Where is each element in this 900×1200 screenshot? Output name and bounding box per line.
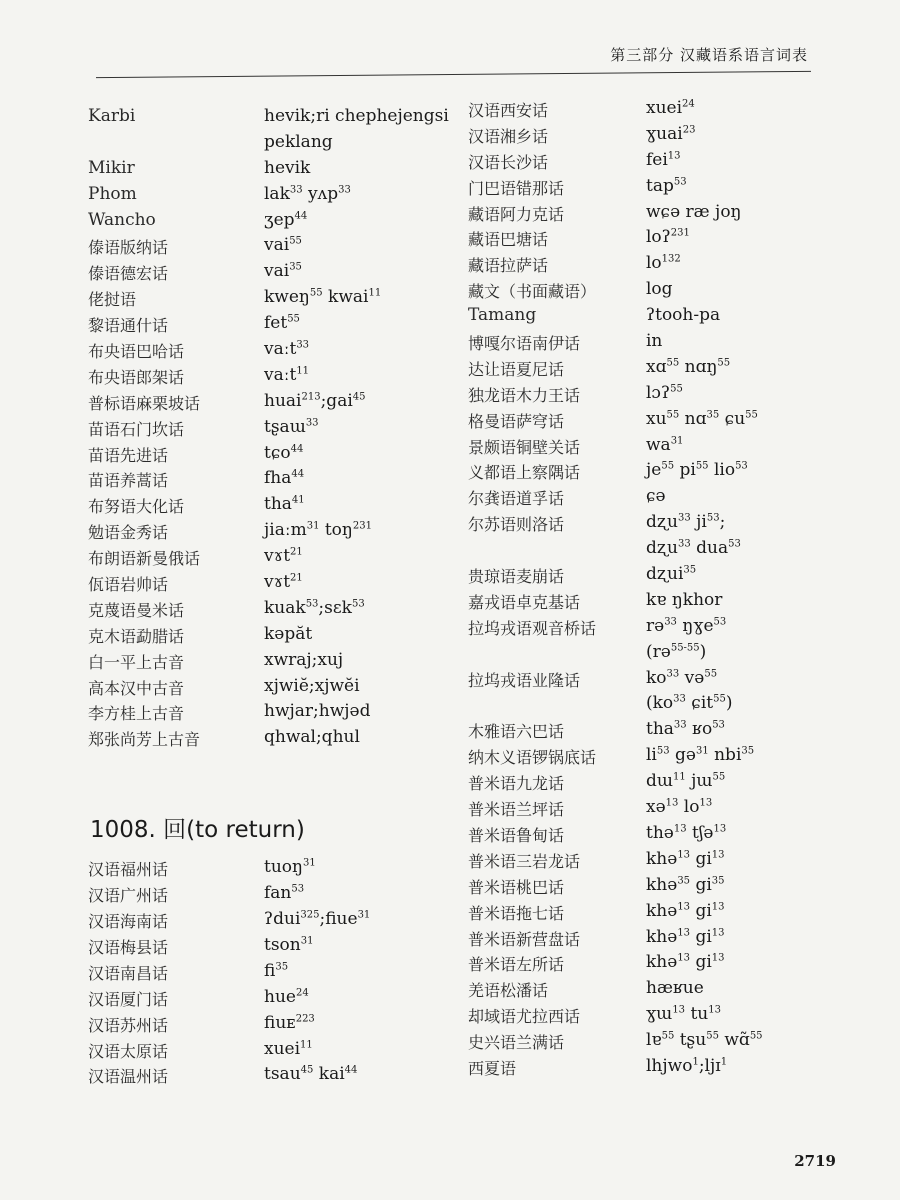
language-name: 普米语拖七话	[468, 903, 565, 923]
word-form: tha$^{33}$ ʁo$^{53}$	[646, 719, 725, 740]
word-form: tsau$^{45}$ kai$^{44}$	[264, 1064, 358, 1085]
word-form: vaːt$^{11}$	[264, 364, 310, 385]
language-name: 汉语海南话	[88, 912, 169, 932]
word-form: wɕə ræ joŋ	[646, 201, 742, 222]
entry-row	[468, 952, 868, 978]
word-form: tson$^{31}$	[264, 934, 314, 955]
right-column	[468, 98, 868, 1082]
language-name: 木雅语六巴话	[468, 722, 565, 742]
language-name: 普米语鲁甸话	[468, 825, 565, 845]
entry-row	[468, 409, 868, 435]
word-form: fiuᴇ$^{223}$	[264, 1012, 315, 1033]
word-form: khə$^{13}$ $gi^{13}$	[646, 900, 725, 921]
word-form: peklang	[264, 131, 333, 152]
entry-row	[88, 572, 448, 598]
entry-row	[88, 909, 448, 935]
word-form: $ko^{33}$ və$^{55}$	[646, 667, 718, 688]
language-name: 佤语岩帅话	[88, 575, 169, 595]
language-name: 普标语麻栗坡话	[88, 393, 201, 413]
language-name: 拉坞戎语业隆话	[468, 670, 581, 690]
header-rule	[96, 71, 811, 78]
entry-row	[88, 1013, 448, 1039]
entry-row	[468, 383, 868, 409]
word-form: khə$^{13}$ $gi^{13}$	[646, 952, 725, 973]
entry-row	[468, 978, 868, 1004]
entry-row	[88, 857, 448, 883]
language-name: 藏语巴塘话	[468, 230, 549, 250]
entry-row	[468, 797, 868, 823]
language-name: 藏语拉萨话	[468, 256, 549, 276]
language-name: 高本汉中古音	[88, 678, 185, 698]
word-form: kuak$^{53}$;sɛk$^{53}$	[264, 597, 365, 618]
word-form: $je^{55}$ $pi^{55}$ lio$^{53}$	[646, 460, 748, 481]
word-form: ɕə	[646, 486, 666, 507]
entry-row	[88, 132, 448, 158]
entry-row	[88, 443, 448, 469]
word-form: huai$^{213}$;gai$^{45}$	[264, 390, 366, 411]
language-name: 汉语梅县话	[88, 937, 169, 957]
entry-row	[88, 468, 448, 494]
entry-row	[468, 202, 868, 228]
entry-row	[88, 520, 448, 546]
word-form: vai$^{35}$	[264, 261, 302, 282]
language-name: 郑张尚芳上古音	[88, 730, 201, 750]
right-entry-list	[468, 98, 868, 1082]
word-form: xɑ$^{55}$ nɑŋ$^{55}$	[646, 356, 731, 377]
language-name: 普米语九龙话	[468, 774, 565, 794]
language-name: 普米语新营盘话	[468, 929, 581, 949]
entry-row	[88, 261, 448, 287]
word-form: (rə$^{55-55}$)	[646, 641, 707, 662]
word-form: xuei$^{24}$	[646, 98, 695, 118]
word-form: loʔ$^{231}$	[646, 227, 690, 248]
entry-row	[88, 650, 448, 676]
entry-row	[468, 616, 868, 642]
entry-row	[468, 331, 868, 357]
entry-row	[88, 546, 448, 572]
entry-row	[468, 253, 868, 279]
language-name: 史兴语兰满话	[468, 1033, 565, 1053]
language-name: 勉语金秀话	[88, 523, 169, 543]
word-form: dʐu$^{33}$ $ji^{53}$;	[646, 512, 726, 533]
word-form: $wa^{31}$	[646, 434, 684, 455]
entry-row	[468, 227, 868, 253]
language-name: 尔龚语道孚话	[468, 489, 565, 509]
language-name: 义都语上察隅话	[468, 463, 581, 483]
language-name: 克木语勐腊话	[88, 626, 185, 646]
word-form: fet$^{55}$	[264, 313, 300, 334]
word-form: dʐui$^{35}$	[646, 564, 697, 585]
word-form: vɤt$^{21}$	[264, 546, 303, 567]
entry-row	[88, 210, 448, 236]
word-form: ʔtooh-pa	[646, 305, 721, 326]
language-name: 苗语先进话	[88, 445, 169, 465]
entry-row	[468, 693, 868, 719]
entry-row	[468, 849, 868, 875]
entry-row	[468, 176, 868, 202]
language-name: 藏语阿力克话	[468, 204, 565, 224]
entry-row	[468, 927, 868, 953]
word-form: dɯ$^{11}$ jɯ$^{55}$	[646, 771, 726, 792]
entry-row	[88, 987, 448, 1013]
word-form: ʔdui$^{325}$;fiue$^{31}$	[264, 909, 371, 930]
language-name: 普米语桃巴话	[468, 877, 565, 897]
section-entry-list	[88, 857, 448, 1090]
word-form: khə$^{13}$ $gi^{13}$	[646, 926, 725, 947]
word-form: log	[646, 279, 673, 300]
entry-row	[88, 883, 448, 909]
entry-row	[468, 823, 868, 849]
entry-row	[88, 676, 448, 702]
word-form: vaːt$^{33}$	[264, 339, 310, 360]
entry-row	[88, 106, 448, 132]
language-name: 贵琼语麦崩话	[468, 567, 565, 587]
entry-row	[468, 590, 868, 616]
word-form: in	[646, 331, 663, 352]
entry-row	[88, 598, 448, 624]
entry-row	[468, 719, 868, 745]
language-name: 格曼语萨穹话	[468, 411, 565, 431]
entry-row	[468, 435, 868, 461]
language-name: 汉语太原话	[88, 1041, 169, 1061]
word-form: tuoŋ$^{31}$	[264, 857, 316, 878]
word-form: $xu^{55}$ nɑ$^{35}$ ɕu$^{55}$	[646, 408, 758, 429]
language-name: 苗语石门坎话	[88, 419, 185, 439]
word-form: lak$^{33}$ yʌp$^{33}$	[264, 183, 351, 204]
language-name: 汉语西安话	[468, 101, 549, 120]
language-name: 傣语德宏话	[88, 264, 169, 284]
language-name: 汉语苏州话	[88, 1015, 169, 1035]
entry-row	[468, 486, 868, 512]
entry-row	[468, 460, 868, 486]
word-form: khə$^{13}$ $gi^{13}$	[646, 848, 725, 869]
language-name: 西夏语	[468, 1058, 517, 1078]
language-name: 独龙语木力王话	[468, 385, 581, 405]
word-form: fei$^{13}$	[646, 149, 681, 170]
entry-row	[468, 771, 868, 797]
language-name: 苗语养蒿话	[88, 471, 169, 491]
entry-row	[468, 538, 868, 564]
language-name: 嘉戎语卓克基话	[468, 592, 581, 612]
language-name: 布央语巴哈话	[88, 342, 185, 362]
language-name: 布努语大化话	[88, 497, 185, 517]
word-form: tap$^{53}$	[646, 175, 687, 196]
running-header: 第三部分 汉藏语系语言词表	[610, 46, 808, 64]
word-form: rə$^{33}$ ŋɣe$^{53}$	[646, 615, 727, 636]
language-name: 景颇语铜壁关话	[468, 437, 581, 457]
entry-row	[468, 875, 868, 901]
word-form: $lo^{132}$	[646, 253, 681, 274]
entry-row	[468, 512, 868, 538]
word-form: kweŋ$^{55}$ kwai$^{11}$	[264, 287, 382, 308]
language-name: 佬挝语	[88, 290, 137, 310]
section-title: 1008. 回(to return)	[90, 817, 305, 844]
language-name: 汉语广州话	[88, 886, 169, 906]
word-form: tʂaɯ$^{33}$	[264, 416, 319, 437]
word-form: hevik;ri chephejengsi	[264, 106, 449, 126]
language-name: 克蔑语曼米话	[88, 600, 185, 620]
language-name: 汉语湘乡话	[468, 126, 549, 146]
entry-row	[468, 279, 868, 305]
word-form: lɐ$^{55}$ tʂu$^{55}$ wɑ̃$^{55}$	[646, 1030, 763, 1051]
word-form: kəpăt	[264, 623, 313, 644]
word-form: xuei$^{11}$	[264, 1038, 313, 1059]
entry-row	[468, 305, 868, 331]
language-name: 布央语郎架话	[88, 367, 185, 387]
language-name: 汉语厦门话	[88, 989, 169, 1009]
language-name: 普米语三岩龙话	[468, 851, 581, 871]
entry-row	[88, 494, 448, 520]
entry-row	[468, 668, 868, 694]
word-form: vɤt$^{21}$	[264, 572, 303, 593]
language-name: 博嘎尔语南伊话	[468, 334, 581, 354]
word-form: ɣɯ$^{13}$ $tu^{13}$	[646, 1004, 721, 1025]
word-form: xə$^{13}$ $lo^{13}$	[646, 797, 713, 818]
word-form: lhjwo$^1$;ljɪ$^1$	[646, 1055, 728, 1076]
entry-row	[468, 98, 868, 124]
word-form: tha$^{41}$	[264, 494, 305, 515]
language-name: Phom	[88, 183, 137, 204]
word-form: fan$^{53}$	[264, 883, 305, 904]
language-name: 却域语尤拉西话	[468, 1007, 581, 1027]
entry-row	[88, 184, 448, 210]
page-number: 2719	[794, 1152, 836, 1170]
entry-row	[468, 1030, 868, 1056]
entry-row	[88, 365, 448, 391]
language-name: 傣语版纳话	[88, 238, 169, 258]
word-form: thə$^{13}$ tʃə$^{13}$	[646, 822, 727, 843]
language-name: Wancho	[88, 209, 156, 230]
word-form: lɔʔ$^{55}$	[646, 382, 683, 403]
language-name: 羌语松潘话	[468, 981, 549, 1001]
language-name: 门巴语错那话	[468, 178, 565, 198]
word-form: hue$^{24}$	[264, 986, 309, 1007]
word-form: xjwiĕ;xjwĕi	[264, 675, 360, 696]
language-name: 拉坞戎语观音桥话	[468, 618, 597, 638]
entry-row	[88, 339, 448, 365]
word-form: qhwal;qhul	[264, 727, 360, 748]
language-name: 纳木义语锣锅底话	[468, 748, 597, 768]
entry-row	[88, 727, 448, 753]
language-name: 尔苏语则洛话	[468, 515, 565, 535]
word-form: hæʁue	[646, 978, 704, 999]
entry-row	[88, 701, 448, 727]
word-form: ($ko^{33}$ ɕit$^{55}$)	[646, 693, 733, 714]
language-name: 达让语夏尼话	[468, 359, 565, 379]
language-name: 普米语兰坪话	[468, 800, 565, 820]
entry-row	[88, 1064, 448, 1090]
left-column	[88, 106, 448, 1090]
language-name: 李方桂上古音	[88, 704, 185, 724]
word-form: ɣuai$^{23}$	[646, 123, 696, 144]
language-name: Mikir	[88, 157, 135, 178]
entry-row	[88, 961, 448, 987]
word-form: vai$^{55}$	[264, 235, 302, 256]
language-name: 汉语南昌话	[88, 963, 169, 983]
language-name: 汉语福州话	[88, 860, 169, 880]
language-name: 普米语左所话	[468, 955, 565, 975]
language-name: 布朗语新曼俄话	[88, 549, 201, 569]
language-name: 汉语长沙话	[468, 152, 549, 172]
word-form: $li^{53}$ gə$^{31}$ nbi$^{35}$	[646, 745, 755, 766]
language-name: 黎语通什话	[88, 316, 169, 336]
language-name: Tamang	[468, 305, 537, 326]
entry-row	[468, 124, 868, 150]
entry-row	[88, 624, 448, 650]
language-name: 藏文（书面藏语）	[468, 282, 597, 302]
entry-row	[88, 935, 448, 961]
language-name: 汉语温州话	[88, 1067, 169, 1087]
language-name: Karbi	[88, 106, 136, 126]
entry-row	[468, 1004, 868, 1030]
word-form: hevik	[264, 157, 311, 178]
word-form: kɐ ŋkhor	[646, 589, 723, 610]
word-form: tɕo$^{44}$	[264, 442, 304, 463]
entry-row	[88, 417, 448, 443]
entry-row	[468, 357, 868, 383]
entry-row	[88, 391, 448, 417]
entry-row	[468, 901, 868, 927]
left-entry-list	[88, 106, 448, 753]
word-form: fha$^{44}$	[264, 468, 305, 489]
word-form: jiaːm$^{31}$ toŋ$^{231}$	[264, 520, 372, 541]
entry-row	[88, 235, 448, 261]
word-form: ʒep$^{44}$	[264, 209, 308, 230]
word-form: $fi^{35}$	[264, 960, 289, 981]
word-form: xwraj;xuj	[264, 649, 344, 670]
entry-row	[88, 158, 448, 184]
entry-row	[468, 1056, 868, 1082]
word-form: dʐu$^{33}$ dua$^{53}$	[646, 538, 741, 559]
entry-row	[88, 287, 448, 313]
entry-row	[88, 313, 448, 339]
word-form: khə$^{35}$ $gi^{35}$	[646, 874, 725, 895]
entry-row	[468, 642, 868, 668]
word-form: hwjar;hwjəd	[264, 701, 371, 722]
entry-row	[468, 564, 868, 590]
language-name: 白一平上古音	[88, 652, 185, 672]
entry-row	[468, 150, 868, 176]
entry-row	[88, 1039, 448, 1065]
entry-row	[468, 745, 868, 771]
